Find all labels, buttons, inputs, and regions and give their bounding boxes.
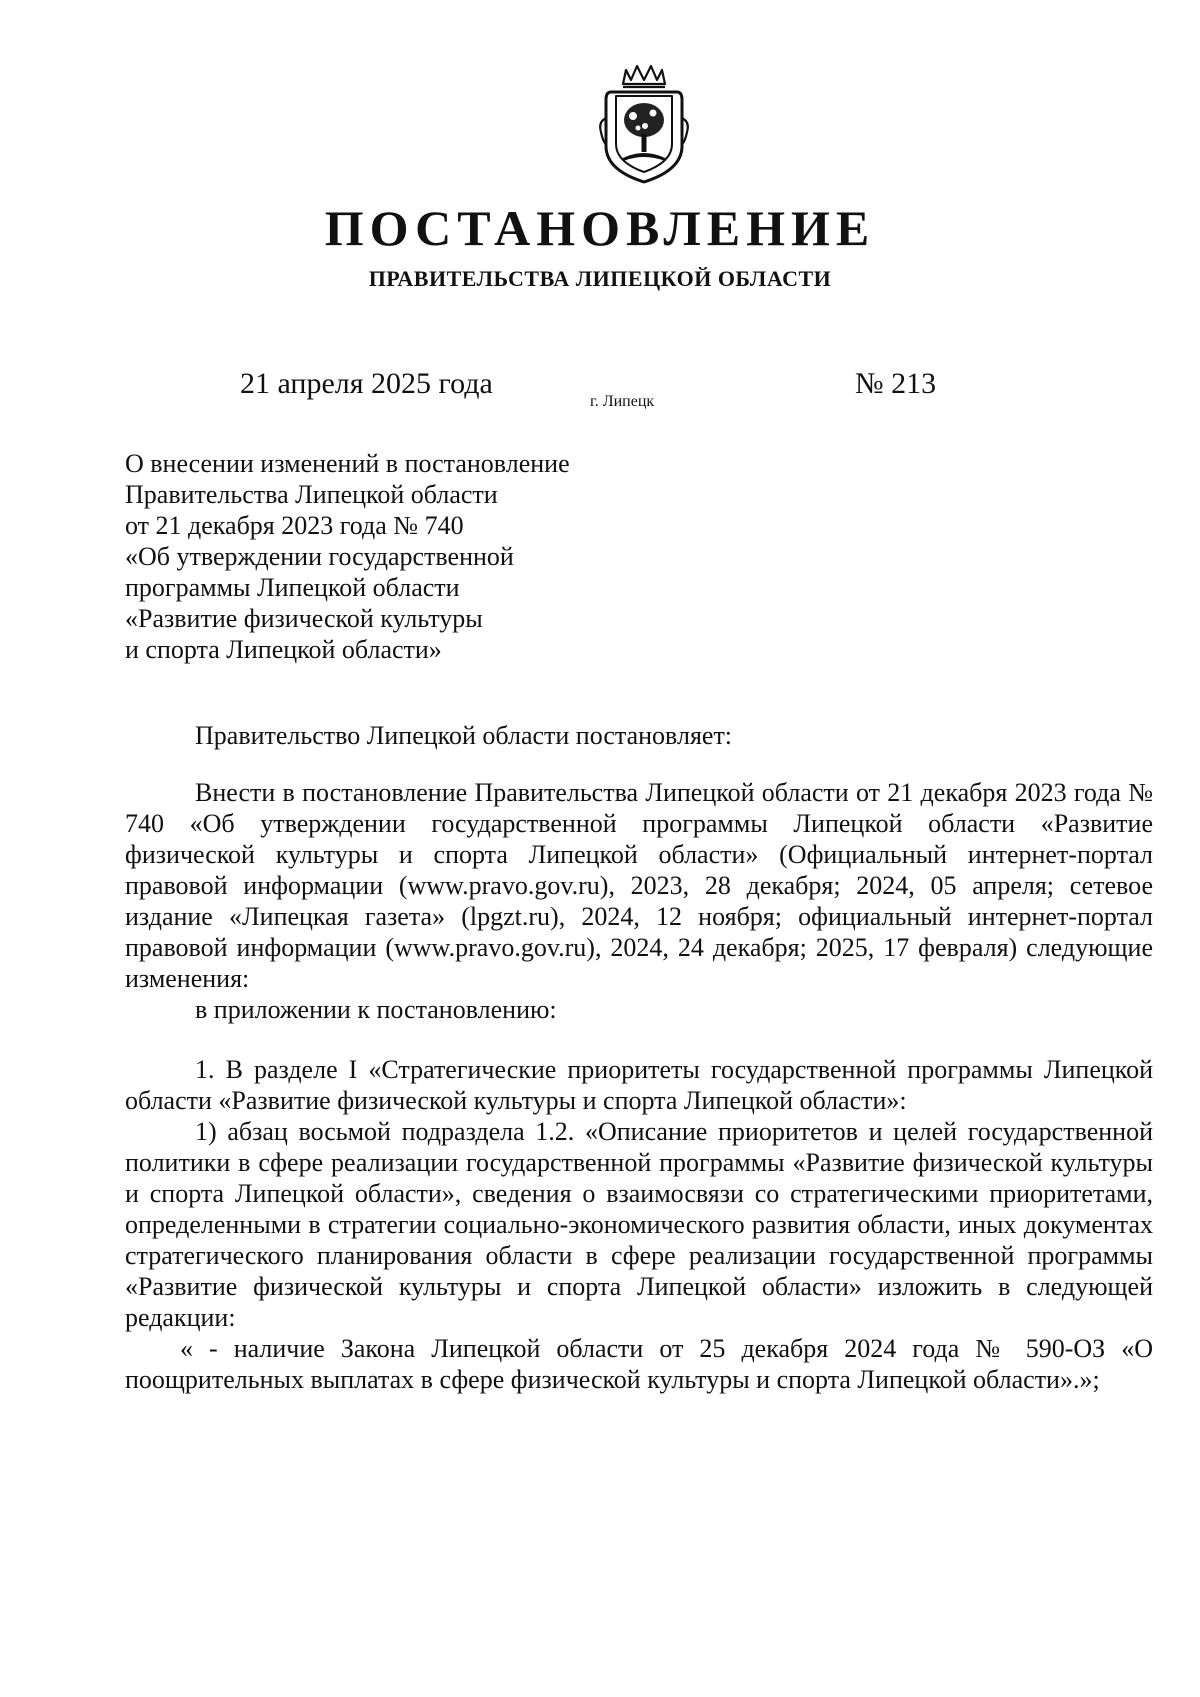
coat-of-arms-icon (593, 58, 695, 188)
document-date: 21 апреля 2025 года (240, 367, 493, 400)
document-city: г. Липецк (590, 393, 655, 410)
heading-line: от 21 декабря 2023 года № 740 (125, 511, 464, 540)
subitem-1-paragraph: 1) абзац восьмой подраздела 1.2. «Описание приоритетов и целей государственной политики в сфере реализации государственной программы «Развитие физической культуры и спорта Липецкой области», сведения о взаимосвязи со стратегическими приоритетами, определенными в стратегии социально-экономического развития области, иных документах стратегического планирования области в сфере реализации государственной программы «Развитие физической культуры и спорта Липецкой области» изложить в следующей редакции: (125, 1117, 1153, 1332)
document-heading (125, 448, 825, 665)
main-paragraph: Внести в постановление Правительства Липецкой области от 21 декабря 2023 года № 740 «Об утверждении государственной программы Липецкой области «Развитие физической культуры и спорта Липецкой области» (Официальный интернет-портал правовой информации (www.pravo.gov.ru), 2023, 28 декабря; 2024, 05 апреля; сетевое издание «Липецкая газета» (lpgzt.ru), 2024, 12 ноября; официальный интернет-портал правовой информации (www.pravo.gov.ru), 2024, 24 декабря; 2025, 17 февраля) следующие изменения: (125, 778, 1153, 993)
document-body (125, 720, 1153, 1395)
document-subtitle: ПРАВИТЕЛЬСТВА ЛИПЕЦКОЙ ОБЛАСТИ (368, 266, 832, 291)
annex-paragraph: в приложении к постановлению: (195, 995, 557, 1024)
heading-line: Правительства Липецкой области (125, 480, 498, 509)
document-number: № 213 (855, 367, 937, 400)
heading-line: программы Липецкой области (125, 573, 460, 602)
quote-paragraph: « - наличие Закона Липецкой области от 25 декабря 2024 года № 590-ОЗ «О поощрительных выплатах в сфере физической культуры и спорта Липецкой области».»; (125, 1334, 1153, 1394)
document-title: ПОСТАНОВЛЕНИЕ (324, 200, 876, 256)
item-1-paragraph: 1. В разделе I «Стратегические приоритеты государственной программы Липецкой области «Развитие физической культуры и спорта Липецкой области»: (125, 1055, 1153, 1115)
heading-line: О внесении изменений в постановление (125, 449, 570, 478)
heading-line: «Развитие физической культуры (125, 604, 483, 633)
intro-paragraph: Правительство Липецкой области постановляет: (195, 721, 733, 750)
heading-line: и спорта Липецкой области» (125, 635, 442, 664)
heading-line: «Об утверждении государственной (125, 542, 514, 571)
